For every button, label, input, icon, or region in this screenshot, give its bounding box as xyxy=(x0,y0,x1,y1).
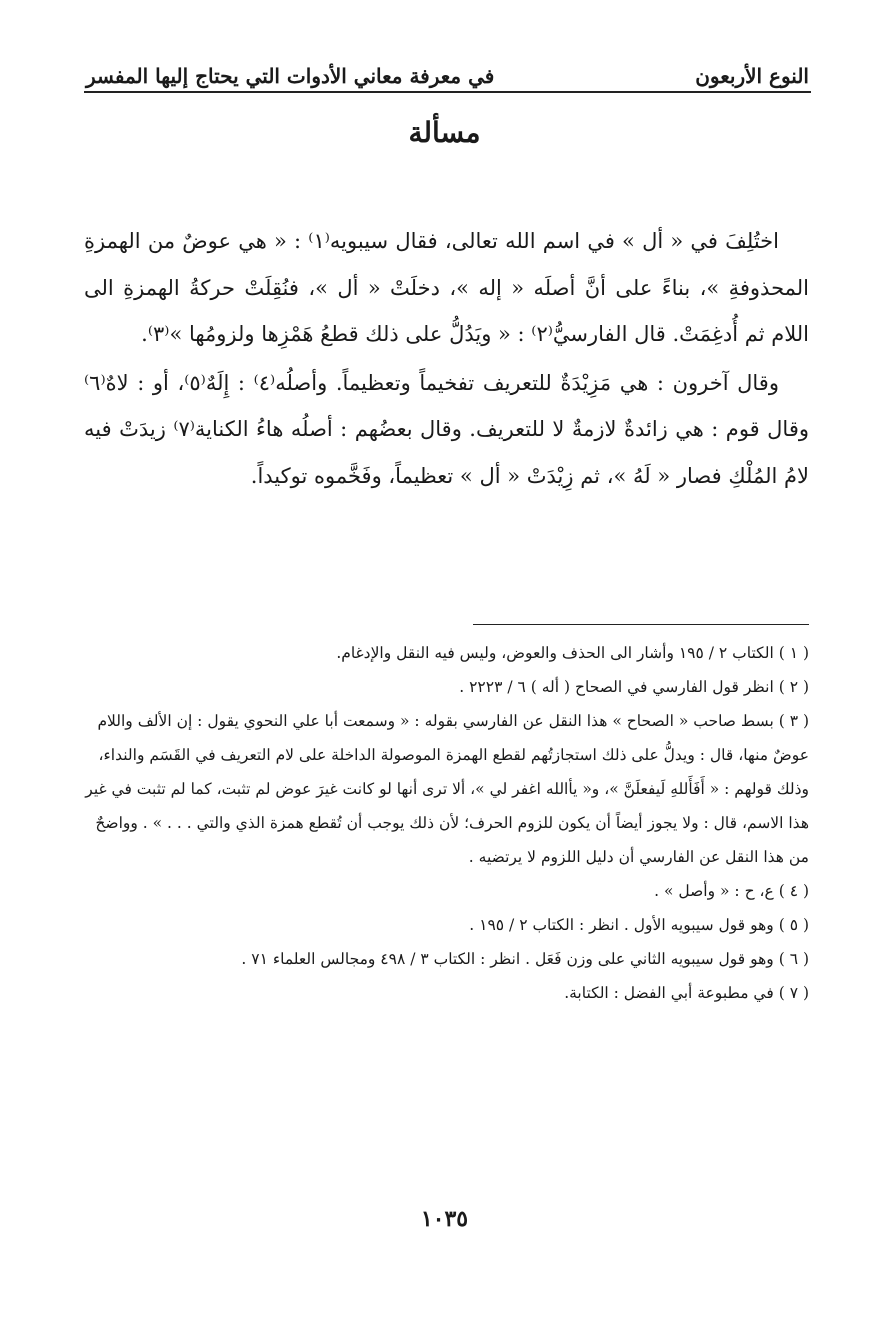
footnotes xyxy=(84,636,809,1010)
body-paragraph: اختُلِفَ في « أل » في اسم الله تعالى، فقال سيبويه⁽١⁾ : « هي عوضٌ من الهمزةِ المحذوفةِ »، بناءً على أنَّ أصلَه « إله »، دخلَتْ « أل »، فنُقِلَتْ حركةُ الهمزةِ الى اللام ثم أُدغِمَتْ. قال الفارسيُّ⁽٢⁾ : « ويَدُلُّ على ذلك قطعُ هَمْزِها ولزومُها »⁽٣⁾. xyxy=(84,229,809,346)
page-number: ١٠٣٥ xyxy=(420,1206,469,1232)
footnote-text: انظر قول الفارسي في الصحاح ( أله ) ٦ / ٢٢٢٣ . xyxy=(459,678,774,696)
footnote xyxy=(84,636,809,670)
main-text xyxy=(84,218,809,499)
footnote-divider xyxy=(473,624,809,625)
footnote xyxy=(84,942,809,976)
footnote-text: بسط صاحب « الصحاح » هذا النقل عن الفارسي بقوله : « وسمعت أبا علي النحوي يقول : إن الألف واللام عوضٌ منها، قال : ويدلُّ على ذلك استجازتُهم لقطع الهمزة الموصولة الداخلة على لام التعريف في القَسَم والنداء، وذلك قولهم : « أَفَأَللهِ لَيفعلَنَّ »، و« يأالله اغفر لي »، ألا ترى أنها لو كانت غيرَ عوض لم تثبت، كما لم تثبت في غير هذا الاسم، قال : ولا يجوز أيضاً أن يكون للزوم الحرف؛ لأن ذلك يوجب أن تُقطع همزة الذي والتي . . . » . وواضحٌ من هذا النقل عن الفارسي أن دليل اللزوم لا يرتضيه . xyxy=(85,712,809,866)
footnote-number: ( ٥ ) xyxy=(778,916,809,934)
footnote-number: ( ٣ ) xyxy=(778,712,809,730)
footnote-text: ع، ح : « وأصل » . xyxy=(654,882,774,900)
footnote-text: وهو قول سيبويه الأول . انظر : الكتاب ٢ / ١٩٥ . xyxy=(469,916,774,934)
footnote xyxy=(84,670,809,704)
footnote-number: ( ١ ) xyxy=(778,644,809,662)
footnote-number: ( ٧ ) xyxy=(778,984,809,1002)
footnote xyxy=(84,874,809,908)
header-section-label: النوع الأربعون xyxy=(695,64,809,88)
footnote xyxy=(84,704,809,874)
running-header xyxy=(86,52,809,88)
footnote-text: في مطبوعة أبي الفضل : الكتابة. xyxy=(564,984,774,1002)
footnote xyxy=(84,976,809,1010)
footnote-number: ( ٤ ) xyxy=(778,882,809,900)
footnote-number: ( ٢ ) xyxy=(778,678,809,696)
header-running-title: في معرفة معاني الأدوات التي يحتاج إليها المفسر xyxy=(86,64,495,88)
body-paragraph: وقال آخرون : هي مَزِيْدَةٌ للتعريف تفخيماً وتعظيماً. وأصلُه⁽٤⁾ : إِلَهٌ⁽٥⁾، أو : لاهٌ⁽٦⁾ وقال قوم : هي زائدةٌ لازمةٌ لا للتعريف. وقال بعضُهم : أصلُه هاءُ الكناية⁽٧⁾ زيدَتْ فيه لامُ المُلْكِ فصار « لَهُ »، ثم زِيْدَتْ « أل » تعظيماً، وفَخَّموه توكيداً. xyxy=(84,370,809,488)
footnote xyxy=(84,908,809,942)
footnote-text: الكتاب ٢ / ١٩٥ وأشار الى الحذف والعوض، وليس فيه النقل والإدغام. xyxy=(336,644,774,662)
header-divider xyxy=(84,91,811,93)
footnote-text: وهو قول سيبويه الثاني على وزن فَعَل . انظر : الكتاب ٣ / ٤٩٨ ومجالس العلماء ٧١ . xyxy=(241,950,774,968)
page-title: مسألة xyxy=(408,116,481,149)
footnote-number: ( ٦ ) xyxy=(778,950,809,968)
